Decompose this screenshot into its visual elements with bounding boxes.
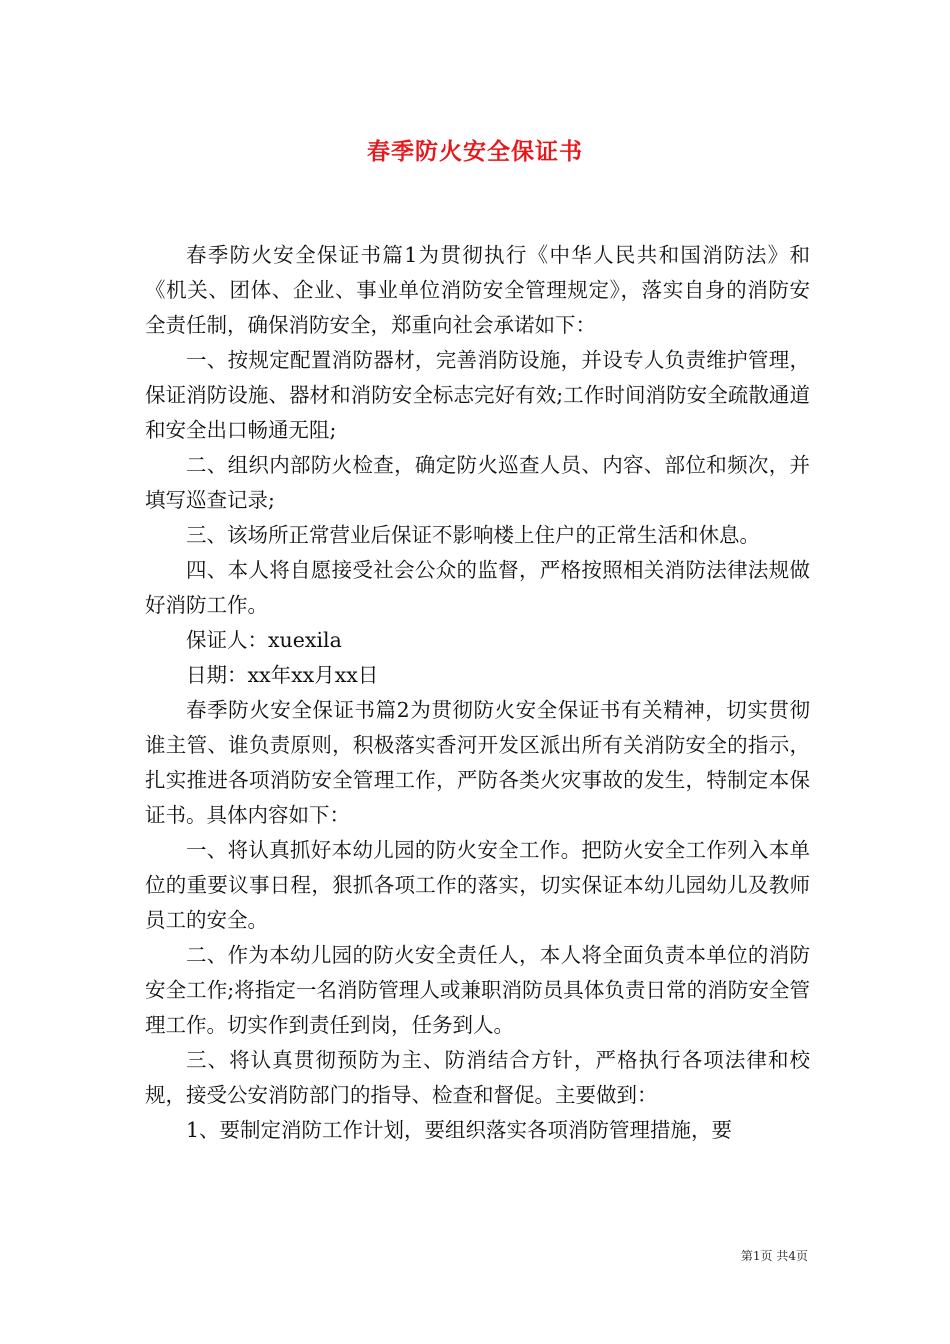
paragraph: 一、将认真抓好本幼儿园的防火安全工作。把防火安全工作列入本单位的重要议事日程，狠抓各项工作的落实，切实保证本幼儿园幼儿及教师员工的安全。 bbox=[145, 838, 810, 932]
paragraph: 四、本人将自愿接受社会公众的监督，严格按照相关消防法律法规做好消防工作。 bbox=[145, 558, 810, 617]
paragraph: 一、按规定配置消防器材，完善消防设施，并设专人负责维护管理，保证消防设施、器材和消防安全标志完好有效;工作时间消防安全疏散通道和安全出口畅通无阻; bbox=[145, 348, 810, 442]
paragraph: 春季防火安全保证书篇1为贯彻执行《中华人民共和国消防法》和《机关、团体、企业、事业单位消防安全管理规定》，落实自身的消防安全责任制，确保消防安全，郑重向社会承诺如下： bbox=[145, 243, 810, 337]
paragraph: 二、作为本幼儿园的防火安全责任人，本人将全面负责本单位的消防安全工作;将指定一名消防管理人或兼职消防员具体负责日常的消防安全管理工作。切实作到责任到岗，任务到人。 bbox=[145, 943, 810, 1037]
paragraph: 三、该场所正常营业后保证不影响楼上住户的正常生活和休息。 bbox=[186, 523, 760, 547]
date-line: 日期：xx年xx月xx日 bbox=[186, 663, 379, 687]
document-title: 春季防火安全保证书 bbox=[367, 138, 583, 165]
page-number-footer: 第1页 共4页 bbox=[740, 1249, 808, 1263]
paragraph: 春季防火安全保证书篇2为贯彻防火安全保证书有关精神，切实贯彻谁主管、谁负责原则，积极落实香河开发区派出所有关消防安全的指示，扎实推进各项消防安全管理工作，严防各类火灾事故的发生，特制定本保证书。具体内容如下： bbox=[145, 698, 810, 827]
document-body bbox=[145, 238, 810, 1148]
paragraph: 二、组织内部防火检查，确定防火巡查人员、内容、部位和频次，并填写巡查记录; bbox=[145, 453, 810, 512]
paragraph: 三、将认真贯彻预防为主、防消结合方针，严格执行各项法律和校规，接受公安消防部门的指导、检查和督促。主要做到： bbox=[145, 1048, 810, 1107]
guarantor-line: 保证人：xuexila bbox=[186, 628, 342, 652]
paragraph: 1、要制定消防工作计划，要组织落实各项消防管理措施，要 bbox=[186, 1118, 733, 1142]
